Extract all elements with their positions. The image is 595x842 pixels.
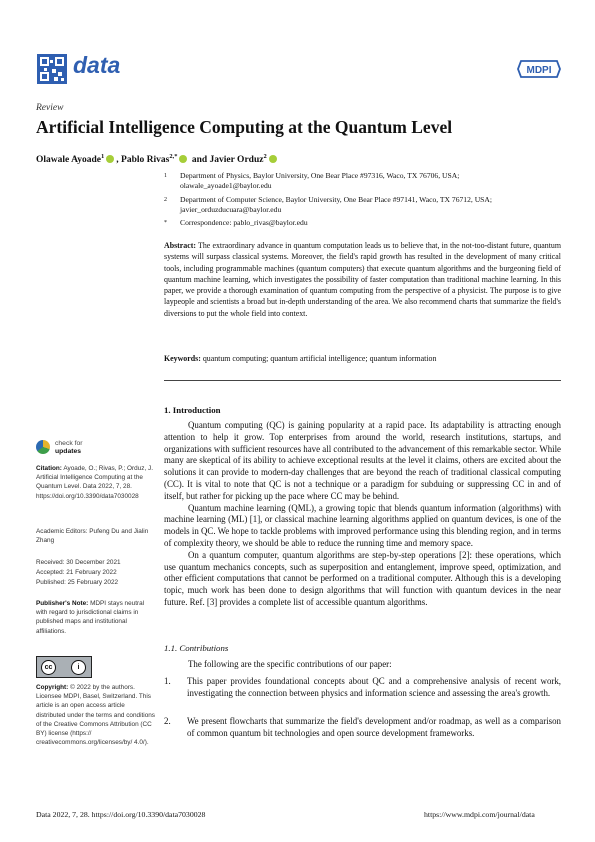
publisher-note bbox=[36, 599, 156, 636]
check-label: check for bbox=[55, 440, 83, 447]
affiliation-text: Department of Computer Science, Baylor University, One Bear Place #97141, Waco, TX 76712, USA; bbox=[180, 195, 492, 204]
author-name[interactable]: Pablo Rivas bbox=[121, 155, 170, 166]
keywords-label: Keywords: bbox=[164, 354, 201, 363]
list-text: This paper provides foundational concepts about QC and a comprehensive analysis of recent work, investigating the connection between physics and information science and assessing the area's growth. bbox=[187, 676, 561, 698]
author-list bbox=[36, 153, 279, 165]
received-date: Received: 30 December 2021 bbox=[36, 559, 121, 566]
footer-journal-link[interactable]: https://www.mdpi.com/journal/data bbox=[424, 810, 535, 819]
check-updates-icon bbox=[36, 440, 50, 454]
author-sup: 2,* bbox=[169, 153, 178, 160]
orcid-icon[interactable] bbox=[179, 155, 187, 163]
svg-text:MDPI: MDPI bbox=[526, 65, 552, 76]
affiliation-email[interactable]: olawale_ayoade1@baylor.edu bbox=[180, 181, 272, 190]
subsection-heading: 1.1. Contributions bbox=[164, 643, 229, 653]
published-date: Published: 25 February 2022 bbox=[36, 579, 119, 586]
mdpi-logo-icon[interactable] bbox=[517, 59, 561, 79]
affiliation-number: 1 bbox=[164, 173, 167, 179]
footer-citation[interactable]: Data 2022, 7, 28. https://doi.org/10.3390/data7030028 bbox=[36, 810, 206, 819]
paragraph: The following are the specific contributions of our paper: bbox=[188, 659, 392, 669]
copyright-label: Copyright: bbox=[36, 684, 69, 691]
contributions-intro bbox=[164, 659, 561, 671]
orcid-icon[interactable] bbox=[106, 155, 114, 163]
list-item bbox=[164, 716, 561, 740]
note-text: MDPI stays neutral with regard to jurisdictional claims in published maps and institutional affiliations. bbox=[36, 600, 145, 635]
copyright-text: © 2022 by the authors. Licensee MDPI, Basel, Switzerland. This article is an open access article distributed under the terms and conditions of the Creative Commons Attribution (CC BY) license (https:// creativecommons.org/licenses/by/ 4.0/). bbox=[36, 684, 156, 747]
list-item bbox=[164, 676, 561, 700]
author-separator: , bbox=[116, 155, 122, 166]
affiliation-email[interactable]: javier_orduzducuara@baylor.edu bbox=[180, 205, 282, 214]
author-name[interactable]: Javier Orduz bbox=[209, 155, 264, 166]
abstract-text: The extraordinary advance in quantum computation leads us to believe that, in the not-too-distant future, quantum systems will surpass classical systems. Moreover, the field's rapid growth has resulted in the development of many critical tools, including programmable machines (quantum computers) that execute quantum algorithms and the burgeoning field of quantum machine learning, which investigates the possibility of faster computation than traditional machine learning. In this paper, we provide a thorough examination of quantum computing from the perspective of a physicist. The purpose is to give laypeople and scientists a broad but in-depth understanding of the area. We also recommend charts that summarize the field's diversions to put the whole field into context. bbox=[164, 241, 561, 318]
affiliation-number: 2 bbox=[164, 197, 167, 203]
accepted-date: Accepted: 21 February 2022 bbox=[36, 569, 117, 576]
affiliation-text: Department of Physics, Baylor University, One Bear Place #97316, Waco, TX 76706, USA; bbox=[180, 171, 460, 180]
author-separator: and bbox=[189, 155, 210, 166]
citation-text: Ayoade, O.; Rivas, P.; Orduz, J. Artificial Intelligence Computing at the Quantum Level. Data 2022, 7, 28. https://doi.org/10.3390/data7030028 bbox=[36, 465, 153, 500]
affiliation bbox=[164, 171, 564, 191]
article-type: Review bbox=[36, 103, 64, 113]
author-name[interactable]: Olawale Ayoade bbox=[36, 155, 102, 166]
journal-name[interactable]: data bbox=[73, 52, 121, 78]
list-number: 2. bbox=[164, 716, 171, 726]
journal-logo-icon bbox=[37, 54, 67, 84]
author-sup: 1 bbox=[101, 153, 105, 160]
affiliation-number: * bbox=[164, 220, 167, 226]
citation-block bbox=[36, 464, 156, 501]
list-text: We present flowcharts that summarize the field's development and/or roadmap, as well as a comparison of common quantum bit technologies and open source development frameworks. bbox=[187, 716, 561, 738]
list-number: 1. bbox=[164, 676, 171, 686]
abstract-label: Abstract: bbox=[164, 241, 196, 250]
citation-label: Citation: bbox=[36, 465, 62, 472]
paragraph: On a quantum computer, quantum algorithms are step-by-step operations [2]: these operations, which use quantum mechanics concepts, such as superposition and entanglement, improve speed, optimization, and other efficient computations that cannot be performed on a traditional computer. Although this is a developing topic, much work has been done to design algorithms that will function with quantum devices in the near future. Ref. [3] provides a complete list of accessible quantum algorithms. bbox=[164, 549, 561, 607]
correspondence-text[interactable]: Correspondence: pablo_rivas@baylor.edu bbox=[180, 218, 308, 227]
keywords bbox=[164, 354, 561, 363]
section-heading: 1. Introduction bbox=[164, 405, 221, 415]
author-sup: 2 bbox=[263, 153, 267, 160]
abstract bbox=[164, 240, 561, 319]
correspondence bbox=[164, 218, 564, 228]
divider bbox=[164, 380, 561, 381]
cc-by-license-icon[interactable] bbox=[36, 656, 92, 678]
attribution-icon: i bbox=[71, 660, 86, 675]
paragraph: Quantum computing (QC) is gaining popularity at a rapid pace. Its adaptability is attracting enough attention to help it grow. Top enterprises from around the world, research institutions, startups, and organizations with sufficient resources have all contributed to the advancement of this remarkable sector. While many are skeptical of its ability to achieve exceptional results at the level it claims, others are excited about the solutions it can provide to modern-day challenges that are beyond the reach of traditional classical computing (CC). It is vital to note that QC is not a technique or a paradigm for subduing or suppressing CC in and of itself, but rather for picking up the pace where CC may be behind. bbox=[164, 420, 561, 501]
paragraph: Quantum machine learning (QML), a growing topic that blends quantum information (algorithms) with machine learning (ML) [1], or classical machine learning algorithms applied on quantum devices, is one of the models in QC. We hope to tackle problems with improved performance using this blending region, and in terms of complexity theory, we should be able to reduce the running time and memory space. bbox=[164, 502, 561, 548]
note-label: Publisher's Note: bbox=[36, 600, 89, 607]
check-for-updates-button[interactable] bbox=[36, 437, 156, 459]
copyright-block bbox=[36, 683, 156, 747]
body-text bbox=[164, 420, 561, 609]
orcid-icon[interactable] bbox=[269, 155, 277, 163]
affiliation bbox=[164, 195, 564, 215]
check-label: updates bbox=[55, 447, 82, 455]
editors: Academic Editors: Pufeng Du and Jialin Zhang bbox=[36, 528, 149, 545]
cc-icon: cc bbox=[41, 660, 56, 675]
page-title: Artificial Intelligence Computing at the Quantum Level bbox=[36, 117, 453, 137]
keywords-text: quantum computing; quantum artificial intelligence; quantum information bbox=[202, 354, 437, 363]
